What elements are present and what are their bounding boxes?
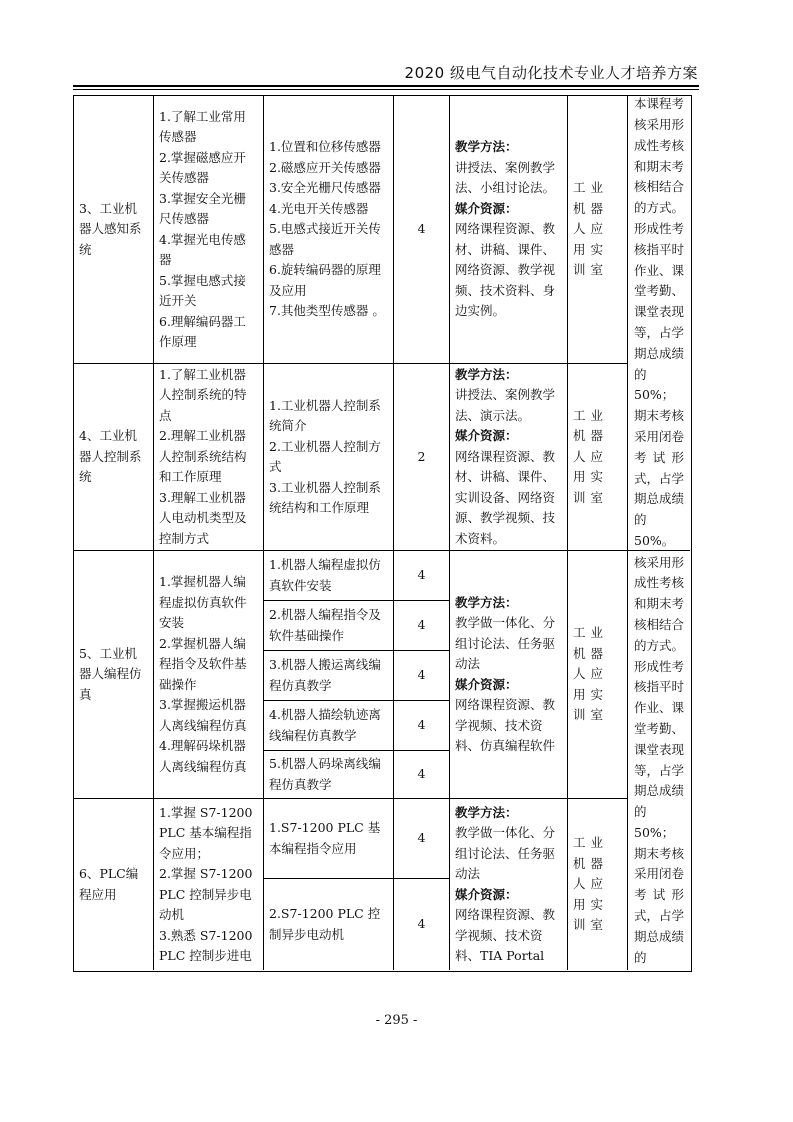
hours-cell [394, 799, 450, 879]
location-cell [568, 799, 628, 970]
media-text: 网络课程资源、教学视频、技术资料、TIA Portal [455, 907, 556, 963]
methods-cell [450, 96, 568, 364]
hours-value: 2 [417, 448, 426, 464]
content-item: 3.安全光栅尺传感器 [269, 180, 381, 196]
objective-item: 2.掌握 S7-1200 PLC 控制异步电动机 [159, 866, 253, 922]
objective-item: 4.理解码垛机器人离线编程仿真 [159, 738, 247, 774]
method-label: 教学方法： [455, 366, 518, 382]
location-cell [568, 364, 628, 551]
objectives-cell [154, 799, 264, 970]
content-item: 2.机器人编程指令及软件基础操作 [269, 607, 381, 643]
content-item: 2.S7-1200 PLC 控制异步电动机 [269, 906, 381, 942]
media-text: 网络课程资源、教材、讲稿、课件、网络资源、教学视频、技术资料、身边实例。 [455, 221, 556, 319]
hours-value: 4 [417, 830, 426, 846]
header-rule-thin [73, 89, 699, 90]
hours-value: 4 [417, 221, 426, 237]
module-name: 3、工业机器人感知系统 [79, 200, 142, 257]
content-sub-cell [264, 651, 394, 701]
hours-cell [394, 96, 450, 364]
location-text: 工业机器人应用实训室 [573, 625, 609, 723]
content-item: 2.磁感应开关传感器 [269, 159, 381, 175]
media-text: 网络课程资源、教材、讲稿、课件、实训设备、网络资源、教学视频、技术资料。 [455, 448, 556, 546]
location-text: 工业机器人应用实训室 [573, 407, 609, 505]
location-cell [568, 96, 628, 364]
content-item: 3.工业机器人控制系统结构和工作原理 [269, 479, 381, 515]
content-item: 4.机器人描绘轨迹离线编程仿真教学 [269, 707, 381, 743]
media-label: 媒介资源： [455, 676, 518, 692]
hours-value: 4 [417, 766, 426, 782]
hours-cell [394, 701, 450, 751]
content-item: 1.机器人编程虚拟仿真软件安装 [269, 557, 381, 593]
assessment-second: 形成性考核指平时作业、课堂考勤、课堂表现等，占学期总成绩的50%；期末考核采用闭卷考试形式，占学期总成绩的 [634, 658, 685, 965]
content-sub-cell [264, 701, 394, 751]
method-text: 讲授法、案例教学法、小组讨论法。 [455, 159, 556, 196]
method-text: 教学做一体化、分组讨论法、任务驱动法 [455, 825, 556, 881]
media-label: 媒介资源： [455, 200, 518, 216]
media-label: 媒介资源： [455, 428, 518, 444]
hours-cell [394, 364, 450, 551]
media-text: 网络课程资源、教学视频、技术资料、仿真编程软件 [455, 697, 556, 753]
content-sub-cell [264, 879, 394, 970]
objective-item: 1.掌握 S7-1200 PLC 基本编程指令应用； [159, 804, 253, 861]
assessment-first: 本课程考核采用形成性考核和期末考核相结合的方式。 [634, 96, 685, 216]
module-name-cell [74, 364, 154, 551]
header-rule [73, 85, 699, 87]
content-item: 6.旋转编码器的原理及应用 [269, 262, 381, 298]
content-item: 1.工业机器人控制系统简介 [269, 397, 381, 433]
methods-cell [450, 799, 568, 970]
objective-item: 6.理解编码器工作原理 [159, 313, 246, 349]
objectives-cell [154, 96, 264, 364]
content-item: 3.机器人搬运离线编程仿真教学 [269, 657, 381, 693]
content-item: 7.其他类型传感器 。 [269, 303, 385, 319]
content-item: 2.工业机器人控制方式 [269, 438, 381, 474]
objective-item: 2.掌握磁感应开关传感器 [159, 149, 246, 185]
content-sub-cell [264, 799, 394, 879]
method-label: 教学方法： [455, 139, 518, 155]
objectives-cell [154, 364, 264, 551]
hours-value: 4 [417, 916, 426, 932]
hours-value: 4 [417, 717, 426, 733]
methods-cell [450, 364, 568, 551]
content-item: 1.S7-1200 PLC 基本编程指令应用 [269, 820, 381, 856]
hours-value: 4 [417, 567, 426, 583]
location-text: 工业机器人应用实训室 [573, 180, 609, 278]
assessment-second: 形成性考核指平时作业、课堂考勤、课堂表现等，占学期总成绩的50%；期末考核采用闭卷考试形式，占学期总成绩的50%。 [634, 221, 685, 548]
hours-cell [394, 879, 450, 970]
objectives-cell [154, 551, 264, 799]
document-header-title: 2020 级电气自动化技术专业人才培养方案 [404, 64, 698, 82]
assessment-cell [628, 551, 690, 970]
contents-cell [264, 96, 394, 364]
content-item: 5.电感式接近开关传感器 [269, 221, 381, 257]
hours-cell [394, 651, 450, 701]
objective-item: 3.掌握搬运机器人离线编程仿真 [159, 697, 247, 733]
hours-cell [394, 601, 450, 651]
content-sub-cell [264, 551, 394, 601]
module-name: 6、PLC编程应用 [79, 866, 139, 902]
objective-item: 1.了解工业机器人控制系统的特点 [159, 366, 247, 423]
page-number: - 295 - [375, 1013, 418, 1028]
hours-value: 4 [417, 617, 426, 633]
hours-value: 4 [417, 667, 426, 683]
hours-cell [394, 751, 450, 799]
hours-cell [394, 551, 450, 601]
content-sub-cell [264, 751, 394, 799]
method-text: 讲授法、案例教学法、演示法。 [455, 387, 556, 423]
content-sub-cell [264, 601, 394, 651]
objective-item: 1.掌握机器人编程虚拟仿真软件安装 [159, 574, 247, 630]
assessment-first: 核采用形成性考核和期末考核相结合的方式。 [634, 554, 685, 653]
course-table [73, 95, 692, 972]
module-name: 5、工业机器人编程仿真 [79, 645, 142, 702]
objective-item: 2.掌握机器人编程指令及软件基础操作 [159, 635, 247, 692]
objective-item: 4.掌握光电传感器 [159, 231, 246, 267]
methods-cell [450, 551, 568, 799]
assessment-cell [628, 96, 690, 551]
module-name-cell [74, 551, 154, 799]
objective-item: 1.了解工业常用传感器 [159, 108, 246, 144]
media-label: 媒介资源： [455, 886, 518, 902]
contents-cell [264, 364, 394, 551]
module-name: 4、工业机器人控制系统 [79, 428, 142, 485]
content-item: 1.位置和位移传感器 [269, 139, 381, 155]
content-item: 5.机器人码垛离线编程仿真教学 [269, 756, 381, 792]
method-text: 教学做一体化、分组讨论法、任务驱动法 [455, 615, 556, 671]
method-label: 教学方法： [455, 594, 518, 610]
objective-item: 5.掌握电感式接近开关 [159, 272, 246, 308]
content-item: 4.光电开关传感器 [269, 200, 369, 216]
objective-item: 3.掌握安全光栅尺传感器 [159, 190, 246, 226]
objective-item: 3.理解工业机器人电动机类型及控制方式 [159, 489, 247, 546]
module-name-cell [74, 799, 154, 970]
location-cell [568, 551, 628, 799]
module-name-cell [74, 96, 154, 364]
objective-item: 2.理解工业机器人控制系统结构和工作原理 [159, 428, 247, 485]
objective-item: 3.熟悉 S7-1200 PLC 控制步进电 [159, 927, 253, 963]
method-label: 教学方法： [455, 804, 518, 820]
location-text: 工业机器人应用实训室 [573, 835, 609, 933]
